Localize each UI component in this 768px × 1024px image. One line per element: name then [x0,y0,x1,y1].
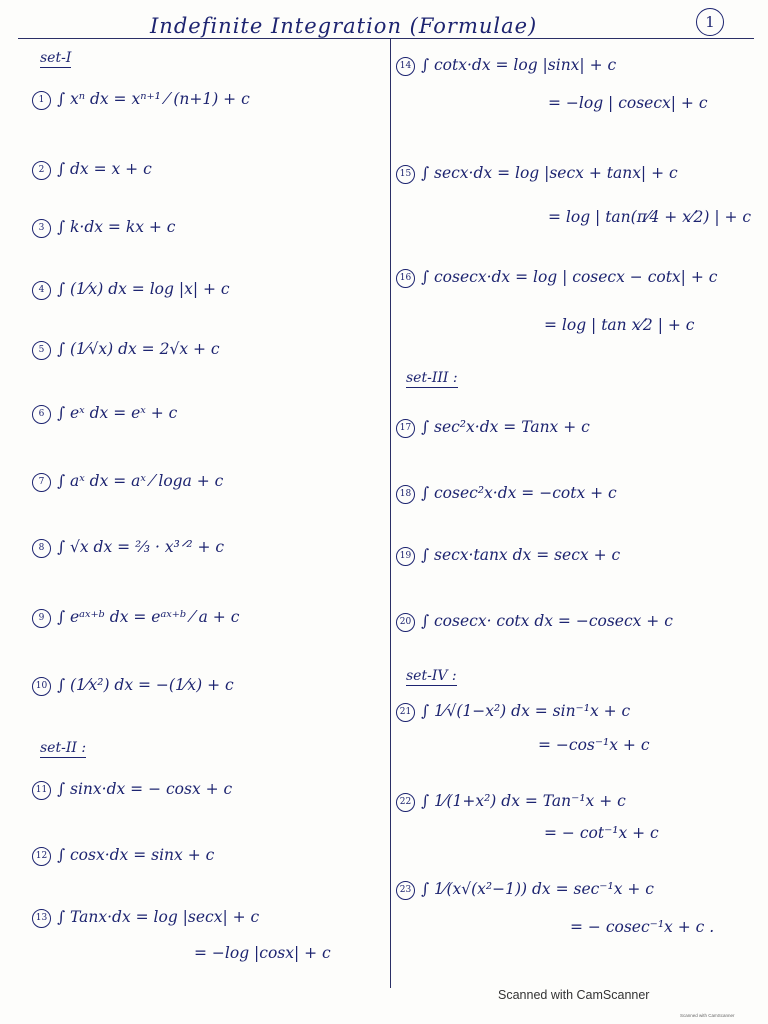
formula-23: 23 ∫ 1⁄(x√(x²−1)) dx = sec⁻¹x + c [396,880,654,900]
formula-19: 19 ∫ secx·tanx dx = secx + c [396,546,620,566]
formula-12: 12 ∫ cosx·dx = sinx + c [32,846,214,866]
formula-3: 3 ∫ k·dx = kx + c [32,218,175,238]
formula-21-line-2: = −cos⁻¹x + c [538,736,650,754]
column-divider [390,38,391,988]
set-heading-3: set-III : [406,370,458,386]
formula-14: 14 ∫ cotx·dx = log |sinx| + c [396,56,616,76]
formula-4: 4 ∫ (1⁄x) dx = log |x| + c [32,280,230,300]
formula-8: 8 ∫ √x dx = ⅔ · x³ᐟ² + c [32,538,224,558]
formula-14-line-2: = −log | cosecx| + c [548,94,708,112]
formula-13: 13 ∫ Tanx·dx = log |secx| + c [32,908,259,928]
formula-10: 10 ∫ (1⁄x²) dx = −(1⁄x) + c [32,676,234,696]
formula-17: 17 ∫ sec²x·dx = Tanx + c [396,418,590,438]
formula-16: 16 ∫ cosecx·dx = log | cosecx − cotx| + c [396,268,717,288]
formula-15: 15 ∫ secx·dx = log |secx + tanx| + c [396,164,678,184]
formula-1: 1 ∫ xⁿ dx = xⁿ⁺¹ ⁄ (n+1) + c [32,90,250,110]
formula-22: 22 ∫ 1⁄(1+x²) dx = Tan⁻¹x + c [396,792,626,812]
scanner-watermark: Scanned with CamScanner [498,988,650,1002]
formula-11: 11 ∫ sinx·dx = − cosx + c [32,780,232,800]
set-heading-2: set-II : [40,740,87,756]
formula-7: 7 ∫ aˣ dx = aˣ ⁄ loga + c [32,472,223,492]
formula-20: 20 ∫ cosecx· cotx dx = −cosecx + c [396,612,673,632]
page-number-badge: 1 [696,8,724,36]
formula-23-line-2: = − cosec⁻¹x + c . [570,918,715,936]
formula-9: 9 ∫ eᵃˣ⁺ᵇ dx = eᵃˣ⁺ᵇ ⁄ a + c [32,608,239,628]
formula-13-line-2: = −log |cosx| + c [194,944,331,962]
set-heading-1: set-I [40,50,72,66]
top-rule-line [18,38,754,39]
set-heading-4: set-IV : [406,668,457,684]
formula-22-line-2: = − cot⁻¹x + c [544,824,659,842]
formula-21: 21 ∫ 1⁄√(1−x²) dx = sin⁻¹x + c [396,702,630,722]
page-title: Indefinite Integration (Formulae) [150,14,538,38]
formula-2: 2 ∫ dx = x + c [32,160,152,180]
formula-16-line-2: = log | tan x⁄2 | + c [544,316,695,334]
scanner-watermark-small: Scanned with CamScanner [680,1013,735,1018]
formula-15-line-2: = log | tan(π⁄4 + x⁄2) | + c [548,208,752,226]
formula-6: 6 ∫ eˣ dx = eˣ + c [32,404,177,424]
formula-5: 5 ∫ (1⁄√x) dx = 2√x + c [32,340,220,360]
formula-18: 18 ∫ cosec²x·dx = −cotx + c [396,484,617,504]
